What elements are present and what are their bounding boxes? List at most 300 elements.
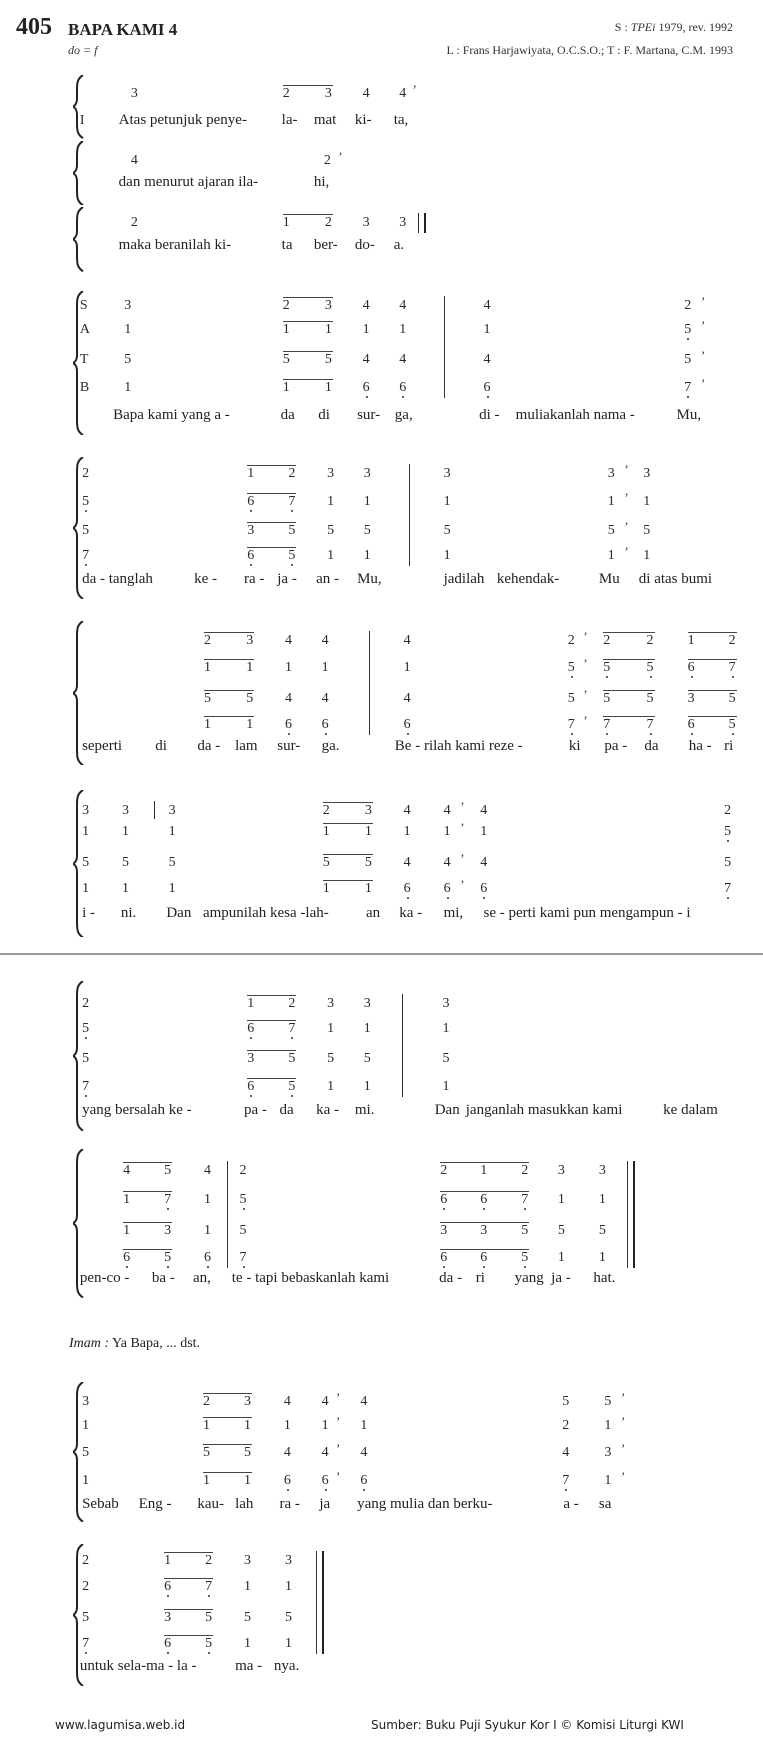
note (82, 996, 89, 1012)
note-digit: 6 (443, 881, 451, 897)
breath-mark: ’ (583, 655, 588, 671)
note (327, 523, 334, 539)
lower-octave-dot (325, 1489, 327, 1491)
note-digit: 5 (124, 352, 132, 368)
note-digit: 5 (239, 1222, 247, 1238)
lower-octave-dot (287, 1489, 289, 1491)
note-digit: 1 (123, 1191, 131, 1207)
note (82, 1636, 89, 1652)
lyric-syllable: ba - (151, 1269, 175, 1286)
lyric-syllable: di - (479, 406, 500, 423)
lyric-syllable: te - tapi bebaskanlah kami (231, 1269, 390, 1286)
note-digit: 5 (324, 352, 332, 368)
note-digit: 3 (687, 690, 695, 706)
note (442, 996, 449, 1012)
lyric-syllable: la- (281, 111, 298, 128)
note-digit: 1 (643, 547, 651, 563)
note-digit: 1 (168, 823, 176, 839)
note (82, 466, 89, 482)
note-digit: 2 (684, 298, 692, 314)
note (288, 523, 295, 539)
note-digit: 3 (607, 465, 615, 481)
note (480, 1163, 487, 1179)
lower-octave-dot (85, 1095, 87, 1097)
note (568, 633, 575, 649)
note-digit: 2 (324, 214, 332, 230)
lyric-syllable: yang bersalah ke - (82, 1102, 192, 1119)
note-digit: 5 (684, 322, 692, 338)
note (131, 86, 138, 102)
note (164, 1636, 171, 1652)
beam-line (247, 465, 296, 466)
note-digit: 2 (567, 633, 575, 648)
note (247, 494, 254, 510)
note-digit: 1 (322, 823, 330, 839)
lyric-syllable: ha - (688, 738, 712, 755)
note (360, 1418, 367, 1434)
note (124, 322, 131, 338)
note-digit: 1 (443, 823, 451, 839)
note-digit: 6 (440, 1249, 448, 1265)
note-digit: 4 (362, 352, 370, 368)
note-digit: 3 (364, 802, 372, 818)
note (288, 494, 295, 510)
beam-line (688, 690, 737, 691)
note (442, 1079, 449, 1095)
barline (402, 994, 403, 1097)
beam-line (247, 522, 296, 523)
note (562, 1445, 569, 1461)
note (204, 1192, 211, 1208)
note-digit: 4 (321, 1444, 329, 1460)
key-signature: do = f (68, 43, 98, 57)
beam-line (440, 1191, 529, 1192)
note (444, 466, 451, 482)
note-digit: 7 (82, 1635, 90, 1651)
lyric-syllable: an - (316, 571, 339, 587)
note-digit: 6 (247, 1021, 255, 1037)
note (568, 717, 575, 733)
note-digit: 1 (243, 1635, 251, 1651)
lyric-syllable: ta (281, 237, 293, 254)
lyric-syllable: Eng - (138, 1495, 172, 1512)
note (604, 1394, 611, 1410)
note (244, 1553, 251, 1569)
note (608, 494, 615, 510)
note-digit: 5 (82, 1051, 90, 1067)
note-digit: 6 (321, 717, 329, 733)
note-digit: 1 (82, 1472, 90, 1488)
lyric-syllable: ga, (394, 406, 413, 423)
note (247, 996, 254, 1012)
note (562, 1473, 569, 1489)
note-digit: 3 (643, 465, 651, 481)
note (247, 466, 254, 482)
note-digit: 1 (247, 995, 255, 1011)
note-digit: 5 (82, 854, 90, 870)
note-digit: 1 (363, 494, 371, 510)
lyric-syllable: ampunilah kesa -lah- (202, 904, 329, 921)
note (364, 548, 371, 564)
lyric-syllable: pa - (243, 1102, 267, 1119)
credits: L : Frans Harjawiyata, O.C.S.O.; T : F. Martana, C.M. 1993 (446, 43, 733, 57)
note-digit: 1 (364, 881, 372, 897)
note (131, 215, 138, 231)
lyric-syllable: sur- (357, 406, 381, 423)
note (244, 1394, 251, 1410)
note (404, 824, 411, 840)
note-digit: 1 (121, 881, 129, 897)
note (244, 1445, 251, 1461)
note (240, 1192, 247, 1208)
note-digit: 2 (521, 1163, 529, 1179)
note-digit: 1 (322, 881, 330, 897)
note (244, 1473, 251, 1489)
note (244, 1636, 251, 1652)
note-digit: 1 (360, 1418, 368, 1434)
note-digit: 6 (204, 1249, 212, 1265)
lyric-syllable: ma - (235, 1657, 263, 1674)
note-digit: 4 (399, 298, 407, 314)
note-digit: 7 (724, 881, 732, 897)
note (283, 352, 290, 368)
note-digit: 5 (243, 1444, 251, 1460)
note (284, 1473, 291, 1489)
lyric-syllable: lam (235, 738, 258, 755)
note (283, 322, 290, 338)
note-digit: 4 (399, 352, 407, 368)
note (204, 1163, 211, 1179)
note (363, 380, 370, 396)
note-digit: 1 (399, 322, 407, 338)
lower-octave-dot (85, 1652, 87, 1654)
note-digit: 2 (603, 633, 611, 648)
note (484, 322, 491, 338)
note-digit: 4 (403, 633, 411, 648)
lyric-syllable: pa - (604, 738, 628, 755)
lyric-syllable: ja - (551, 1269, 571, 1286)
lyric-syllable: kehendak- (496, 571, 560, 587)
beam-line (440, 1249, 529, 1250)
note (480, 1223, 487, 1239)
note (284, 1445, 291, 1461)
breath-mark: ’ (460, 877, 465, 893)
note (360, 1394, 367, 1410)
note (444, 548, 451, 564)
note-digit: 2 (288, 465, 296, 481)
beam-line (603, 690, 654, 691)
note-digit: 1 (282, 380, 290, 396)
breath-mark: ’ (624, 461, 629, 477)
note-digit: 6 (285, 717, 292, 733)
note-digit: 3 (247, 1051, 255, 1067)
beam-line (603, 632, 654, 633)
note-digit: 5 (205, 1635, 213, 1651)
note (82, 523, 89, 539)
beam-line (603, 659, 654, 660)
note-digit: 4 (123, 1163, 131, 1179)
voice-label: I (79, 112, 85, 128)
note (521, 1163, 528, 1179)
note (122, 881, 129, 897)
lower-octave-dot (565, 1489, 567, 1491)
note-digit: 5 (603, 659, 611, 675)
beam-line (323, 802, 373, 803)
note (364, 1021, 371, 1037)
note-digit: 1 (327, 1021, 335, 1037)
note-digit: 7 (603, 717, 611, 733)
lower-octave-dot (243, 1208, 245, 1210)
note (164, 1223, 171, 1239)
note-digit: 3 (82, 1393, 90, 1409)
lyric-syllable: mi. (354, 1102, 375, 1119)
note (240, 1250, 247, 1266)
note-digit: 3 (246, 633, 254, 648)
note-digit: 5 (246, 690, 254, 706)
note-digit: 1 (168, 881, 176, 897)
note-digit: 4 (360, 1393, 368, 1409)
note-digit: 1 (604, 1472, 612, 1488)
note-digit: 4 (204, 1163, 212, 1179)
brace-bracket (73, 207, 83, 271)
note (240, 1223, 247, 1239)
barline (369, 631, 370, 735)
barline (227, 1161, 228, 1268)
note (480, 881, 487, 897)
note-digit: 1 (82, 823, 90, 839)
lyric-syllable: ki (568, 738, 581, 755)
note-digit: 5 (728, 690, 736, 706)
note-digit: 5 (728, 717, 736, 733)
note-digit: 6 (480, 1249, 488, 1265)
note-digit: 4 (285, 690, 292, 706)
note-digit: 3 (247, 523, 255, 539)
note (399, 86, 406, 102)
note-digit: 5 (239, 1191, 247, 1207)
lyric-syllable: hat. (593, 1269, 616, 1286)
note (82, 1610, 89, 1626)
note (729, 691, 736, 707)
note-digit: 3 (324, 86, 332, 102)
note (729, 660, 736, 676)
note (440, 1250, 447, 1266)
note (562, 1394, 569, 1410)
note (322, 1473, 329, 1489)
note-digit: 2 (323, 152, 331, 168)
note-digit: 5 (168, 854, 176, 870)
note-digit: 1 (246, 659, 254, 675)
note (204, 691, 211, 707)
note-digit: 1 (82, 1418, 90, 1434)
lower-octave-dot (691, 676, 693, 678)
note (288, 996, 295, 1012)
note (568, 660, 575, 676)
note-digit: 5 (643, 523, 651, 539)
note (480, 803, 487, 819)
note-digit: 1 (247, 465, 255, 481)
note-digit: 1 (403, 659, 411, 675)
note (440, 1192, 447, 1208)
lyric-syllable: da (644, 738, 659, 755)
lower-octave-dot (487, 396, 489, 398)
breath-mark: ’ (412, 82, 417, 98)
lower-octave-dot (325, 733, 327, 735)
lyric-syllable: Bapa kami yang a - (113, 406, 230, 423)
note (164, 1163, 171, 1179)
note (442, 1051, 449, 1067)
note-digit: 1 (204, 1222, 212, 1238)
note (404, 691, 411, 707)
note-digit: 2 (724, 802, 732, 818)
note-digit: 7 (521, 1191, 529, 1207)
beam-line (323, 854, 373, 855)
note (324, 153, 331, 169)
note-digit: 1 (364, 823, 372, 839)
note (288, 1079, 295, 1095)
note (82, 1445, 89, 1461)
note (164, 1579, 171, 1595)
note (82, 1418, 89, 1434)
barline (444, 296, 445, 398)
note (364, 996, 371, 1012)
note-digit: 2 (239, 1163, 247, 1179)
lyric-syllable: seperti (82, 738, 123, 755)
note-digit: 5 (603, 690, 611, 706)
note (404, 803, 411, 819)
note-digit: 4 (480, 854, 488, 870)
note-digit: 1 (123, 1222, 131, 1238)
note (169, 803, 176, 819)
note (399, 322, 406, 338)
note (124, 380, 131, 396)
lower-octave-dot (402, 396, 404, 398)
brace-bracket (73, 141, 83, 205)
note (724, 855, 731, 871)
note-digit: 5 (243, 1610, 251, 1626)
note-digit: 1 (604, 1418, 612, 1434)
note-digit: 5 (82, 1610, 90, 1626)
final-barline (316, 1551, 324, 1653)
beam-line (164, 1609, 213, 1610)
beam-line (164, 1578, 213, 1579)
note (288, 548, 295, 564)
note (82, 855, 89, 871)
note-digit: 1 (363, 547, 371, 563)
note-digit: 2 (288, 995, 296, 1011)
brace-icon (73, 141, 85, 205)
note (240, 1163, 247, 1179)
note-digit: 1 (443, 494, 451, 510)
lyric-syllable: ka - (316, 1102, 339, 1119)
note (82, 1473, 89, 1489)
note (246, 633, 253, 649)
beam-line (688, 632, 737, 633)
note-digit: 3 (598, 1163, 606, 1179)
note-digit: 4 (480, 802, 488, 818)
note (204, 1223, 211, 1239)
lyric-syllable: a. (393, 237, 405, 254)
note (169, 881, 176, 897)
lower-octave-dot (687, 338, 689, 340)
note (82, 803, 89, 819)
final-barline (418, 213, 426, 233)
note (365, 824, 372, 840)
note (688, 633, 695, 649)
note (244, 1610, 251, 1626)
note-digit: 6 (403, 881, 411, 897)
note-digit: 4 (483, 298, 491, 314)
note (404, 855, 411, 871)
note (123, 1192, 130, 1208)
note (205, 1636, 212, 1652)
note (203, 1394, 210, 1410)
note-digit: 7 (82, 1078, 90, 1094)
note (123, 1163, 130, 1179)
note (322, 633, 329, 649)
note-digit: 3 (363, 995, 371, 1011)
note-digit: 1 (483, 322, 491, 338)
note (246, 660, 253, 676)
note-digit: 1 (480, 823, 488, 839)
note (124, 352, 131, 368)
beam-line (204, 659, 254, 660)
note (365, 855, 372, 871)
breath-mark: ’ (624, 490, 629, 506)
note-digit: 4 (362, 298, 370, 314)
beam-line (323, 880, 373, 881)
note-digit: 5 (521, 1249, 529, 1265)
imam-label: Imam : (69, 1336, 110, 1351)
note (322, 717, 329, 733)
note (643, 494, 650, 510)
note (247, 523, 254, 539)
lyric-syllable: i - (82, 904, 95, 921)
note-digit: 5 (724, 823, 732, 839)
note (404, 633, 411, 649)
lyric-syllable: Sebab (82, 1495, 119, 1512)
note-digit: 3 (124, 298, 132, 314)
note (327, 1079, 334, 1095)
note (724, 803, 731, 819)
footer-website[interactable]: www.lagumisa.web.id (55, 1718, 186, 1732)
note (365, 881, 372, 897)
note (444, 881, 451, 897)
lower-octave-dot (207, 1266, 209, 1268)
note (442, 1021, 449, 1037)
note (724, 824, 731, 840)
breath-mark: ’ (700, 318, 706, 334)
lyric-syllable: da - tanglah (82, 571, 153, 587)
note (285, 717, 292, 733)
source-year: 1979, rev. 1992 (655, 20, 733, 34)
note-digit: 2 (82, 1553, 90, 1569)
note (399, 215, 406, 231)
lyric-syllable: an (365, 904, 381, 921)
note-digit: 5 (202, 1444, 210, 1460)
lower-octave-dot (571, 676, 573, 678)
note (284, 1418, 291, 1434)
lower-octave-dot (243, 1266, 245, 1268)
note (363, 322, 370, 338)
note (325, 86, 332, 102)
lower-octave-dot (691, 733, 693, 735)
lyric-syllable: mat (313, 111, 337, 128)
note (480, 855, 487, 871)
note-digit: 5 (567, 690, 575, 706)
note-digit: 5 (164, 1163, 172, 1179)
lower-octave-dot (85, 564, 87, 566)
note (82, 548, 89, 564)
